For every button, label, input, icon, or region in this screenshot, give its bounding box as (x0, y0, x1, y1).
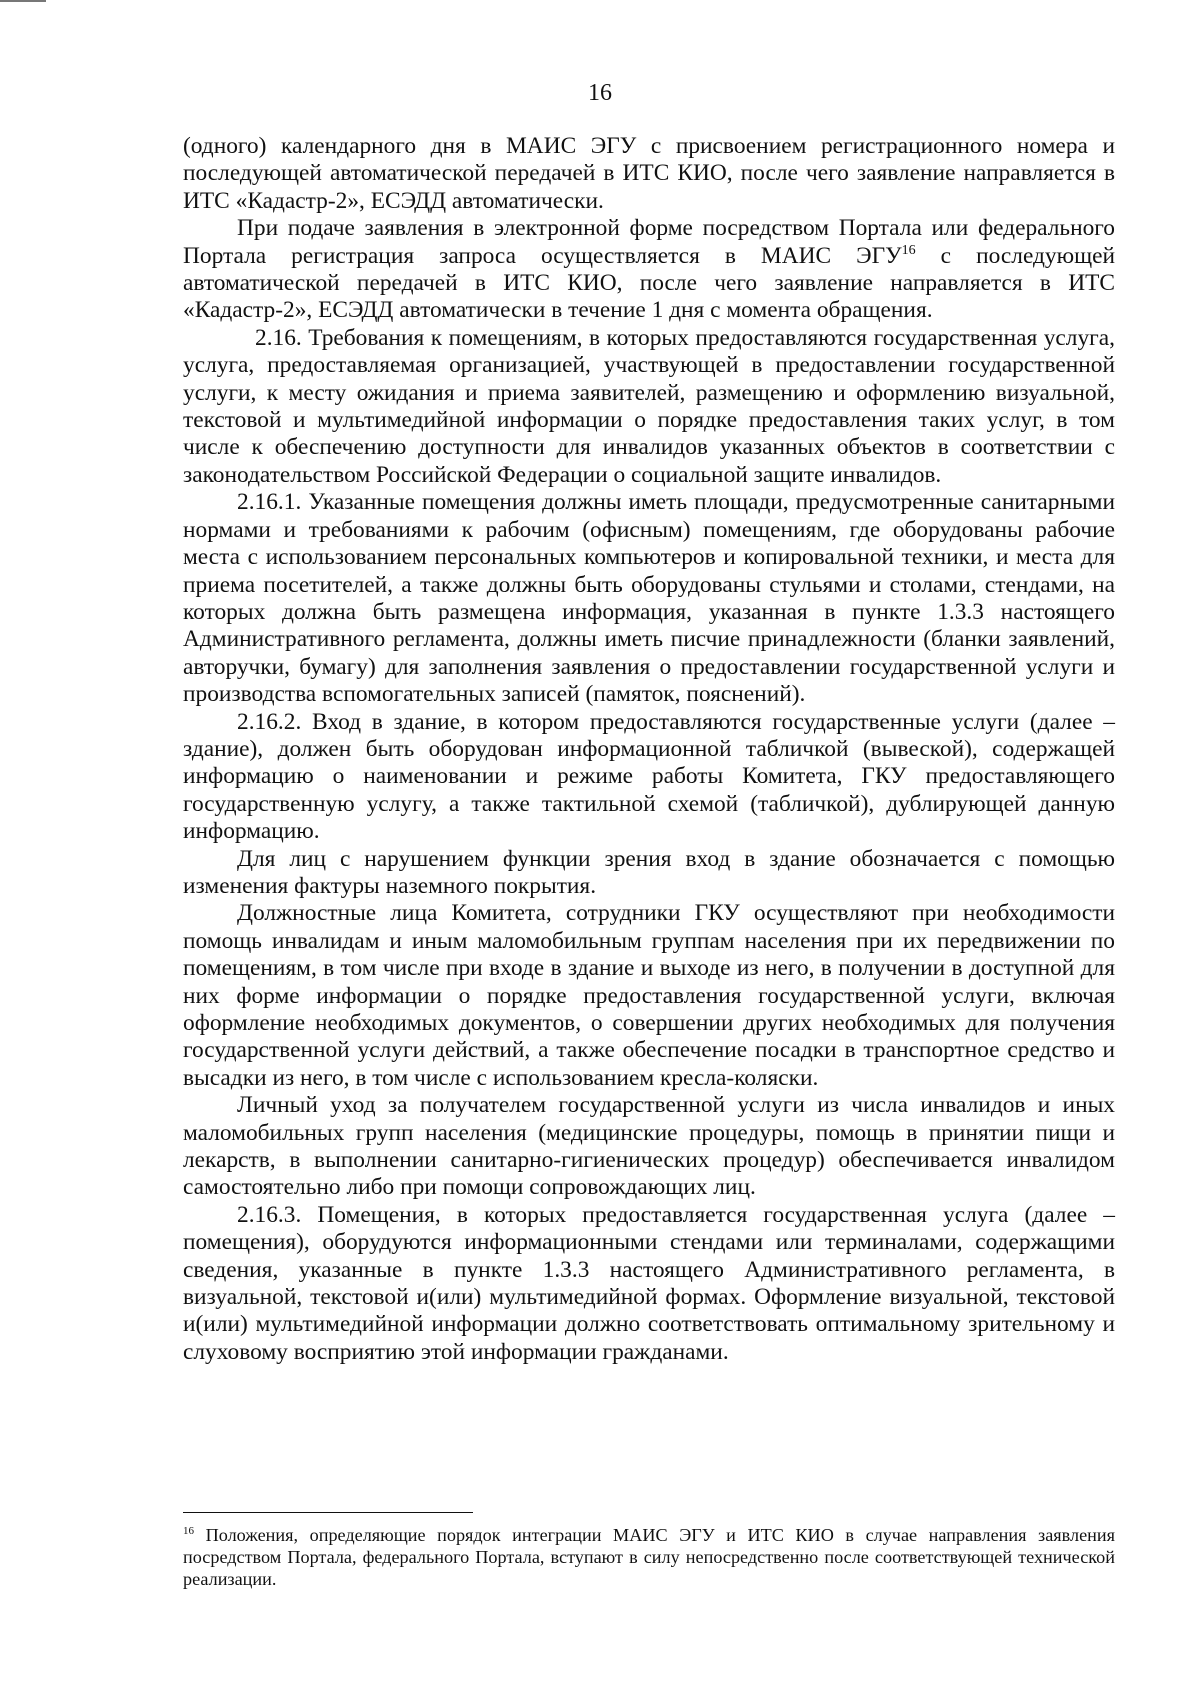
paragraph: Должностные лица Комитета, сотрудники ГКУ осуществляют при необходимости помощь инвалидам и иным маломобильным группам населения при их передвижении по помещениям, в том числе при входе в здание и выходе из него, в получении в доступной для них форме информации о порядке предоставления государственной услуги, включая оформление необходимых документов, о совершении других необходимых для получения государственной услуги действий, а также обеспечение посадки в транспортное средство и высадки из него, в том числе с использованием кресла-коляски. (183, 900, 1115, 1091)
section-2-16-3: 2.16.3. Помещения, в которых предоставляется государственная услуга (далее – помещения), оборудуются информационными стендами или терминалами, содержащими сведения, указанные в пункте 1.3.3 настоящего Административного регламента, в визуальной, текстовой и(или) мультимедийной формах. Оформление визуальной, текстовой и(или) мультимедийной информации должно соответствовать оптимальному зрительному и слуховому восприятию этой информации гражданами. (183, 1201, 1115, 1365)
section-2-16: 2.16. Требования к помещениям, в которых предоставляются государственная услуга, услуга, предоставляемая организацией, участвующей в предоставлении государственной услуги, к месту ожидания и приема заявителей, размещению и оформлению визуальной, текстовой и мультимедийной информации о порядке предоставления таких услуг, в том числе к обеспечению доступности для инвалидов указанных объектов в соответствии с законодательством Российской Федерации о социальной защите инвалидов. (183, 324, 1115, 488)
footnote-marker: 16 (183, 1524, 194, 1537)
paragraph-text: При подаче заявления в электронной форме посредством Портала или федерального Портала регистрация запроса осуществляется в МАИС ЭГУ (183, 215, 1115, 269)
paragraph-electronic-submission (183, 215, 1115, 325)
document-body (183, 133, 1115, 1366)
footnote-divider (183, 1512, 473, 1513)
page-number: 16 (588, 80, 612, 106)
footnote-text: Положения, определяющие порядок интеграции МАИС ЭГУ и ИТС КИО в случае направления заявления посредством Портала, федерального Портала, вступают в силу непосредственно после соответствующей технической реализации. (183, 1525, 1115, 1589)
paragraph-text: с последующей автоматической передачей в ИТС КИО, после чего заявление направляется в ИТС «Кадастр-2», ЕСЭДД автоматически в течение 1 дня с момента обращения. (183, 242, 1115, 324)
paragraph: Для лиц с нарушением функции зрения вход в здание обозначается с помощью изменения фактуры наземного покрытия. (183, 845, 1115, 899)
paragraph: (одного) календарного дня в МАИС ЭГУ с присвоением регистрационного номера и последующей автоматической передачей в ИТС КИО, после чего заявление направляется в ИТС «Кадастр-2», ЕСЭДД автоматически. (183, 133, 1115, 214)
section-2-16-2: 2.16.2. Вход в здание, в котором предоставляются государственные услуги (далее – здание), должен быть оборудован информационной табличкой (вывеской), содержащей информацию о наименовании и режиме работы Комитета, ГКУ предоставляющего государственную услугу, а также тактильной схемой (табличкой), дублирующей данную информацию. (183, 708, 1115, 845)
paragraph: Личный уход за получателем государственной услуги из числа инвалидов и иных маломобильных групп населения (медицинские процедуры, помощь в принятии пищи и лекарств, в выполнении санитарно-гигиенических процедур) обеспечивается инвалидом самостоятельно либо при помощи сопровождающих лиц. (183, 1092, 1115, 1201)
footnote-reference[interactable]: 16 (901, 242, 916, 258)
section-2-16-1: 2.16.1. Указанные помещения должны иметь площади, предусмотренные санитарными нормами и требованиями к рабочим (офисным) помещениям, где оборудованы рабочие места с использованием персональных компьютеров и копировальной техники, и места для приема посетителей, а также должны быть оборудованы стульями и столами, стендами, на которых должна быть размещена информация, указанная в пункте 1.3.3 настоящего Административного регламента, должны иметь писчие принадлежности (бланки заявлений, авторучки, бумагу) для заполнения заявления о предоставлении государственной услуги и производства вспомогательных записей (памяток, пояснений). (183, 489, 1115, 708)
footnote (183, 1524, 1115, 1590)
scan-edge-mark (0, 0, 46, 2)
